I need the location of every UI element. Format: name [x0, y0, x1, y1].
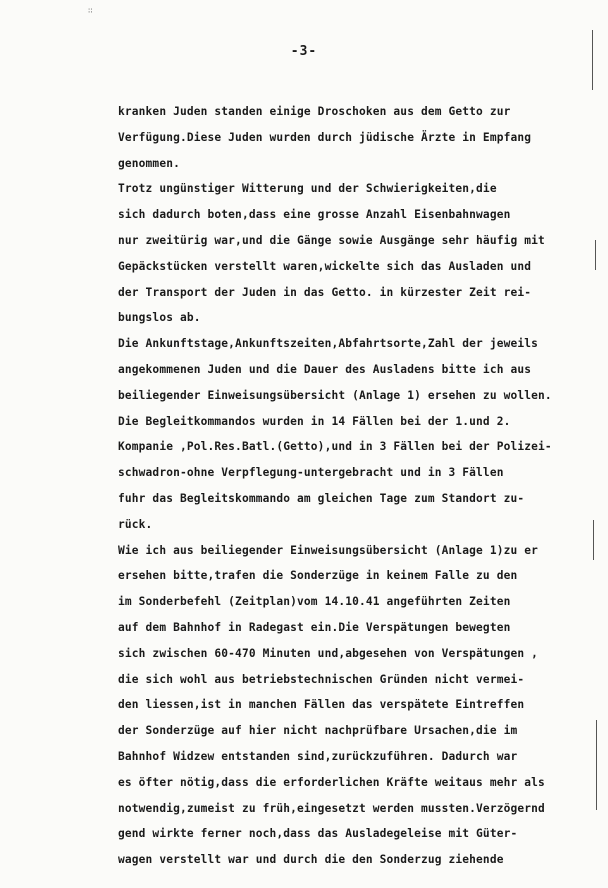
- text-line: Die Ankunftstage,Ankunftszeiten,Abfahrtsorte,Zahl der jeweils: [118, 337, 539, 351]
- text-line: beiliegender Einweisungsübersicht (Anlage 1) ersehen zu wollen.: [118, 388, 552, 402]
- text-line: wagen verstellt war und durch die den Sonderzug ziehende: [118, 853, 504, 867]
- text-line: genommen.: [118, 156, 180, 170]
- text-line: ersehen bitte,trafen die Sonderzüge in keinem Falle zu den: [118, 569, 518, 583]
- text-line: schwadron-ohne Verpflegung-untergebracht und in 3 Fällen: [118, 466, 504, 480]
- text-line: Gepäckstücken verstellt waren,wickelte sich das Ausladen und: [118, 259, 532, 273]
- text-line: kranken Juden standen einige Droschoken aus dem Getto zur: [118, 105, 511, 118]
- text-line: sich zwischen 60-470 Minuten und,abgesehen von Verspätungen ,: [118, 646, 539, 660]
- text-line: im Sonderbefehl (Zeitplan)vom 14.10.41 angeführten Zeiten: [118, 595, 511, 609]
- scan-artifact-marks: ∷: [88, 6, 93, 15]
- text-line: rück.: [118, 517, 153, 531]
- text-line: Trotz ungünstiger Witterung und der Schwierigkeiten,die: [118, 182, 497, 196]
- text-line: sich dadurch boten,dass eine grosse Anzahl Eisenbahnwagen: [118, 208, 511, 222]
- text-line: die sich wohl aus betriebstechnischen Gründen nicht vermei-: [118, 672, 525, 686]
- text-line: gend wirkte ferner noch,dass das Ausladegeleise mit Güter-: [118, 827, 518, 841]
- text-line: Kompanie ,Pol.Res.Batl.(Getto),und in 3 Fällen bei der Polizei-: [118, 440, 552, 454]
- text-line: auf dem Bahnhof in Radegast ein.Die Verspätungen bewegten: [118, 620, 511, 634]
- scan-edge-marks: [590, 20, 600, 880]
- text-line: es öfter nötig,dass die erforderlichen Kräfte weitaus mehr als: [118, 775, 545, 789]
- text-line: bungslos ab.: [118, 311, 201, 325]
- text-line: notwendig,zumeist zu früh,eingesetzt werden mussten.Verzögernd: [118, 801, 545, 815]
- text-line: nur zweitürig war,und die Gänge sowie Ausgänge sehr häufig mit: [118, 233, 545, 247]
- text-line: der Transport der Juden in das Getto. in kürzester Zeit rei-: [118, 285, 532, 299]
- text-line: Bahnhof Widzew entstanden sind,zurückzuführen. Dadurch war: [118, 749, 518, 763]
- document-text-body: [118, 99, 588, 873]
- text-line: Wie ich aus beiliegender Einweisungsübersicht (Anlage 1)zu er: [118, 543, 539, 557]
- text-line: der Sonderzüge auf hier nicht nachprüfbare Ursachen,die im: [118, 724, 518, 738]
- text-line: fuhr das Begleitskommando am gleichen Tage zum Standort zu-: [118, 491, 525, 505]
- text-line: den liessen,ist in manchen Fällen das verspätete Eintreffen: [118, 698, 525, 712]
- text-line: Die Begleitkommandos wurden in 14 Fällen bei der 1.und 2.: [118, 414, 511, 428]
- text-line: Verfügung.Diese Juden wurden durch jüdische Ärzte in Empfang: [118, 130, 532, 144]
- text-line: angekommenen Juden und die Dauer des Ausladens bitte ich aus: [118, 362, 532, 376]
- page-number: -3-: [290, 44, 318, 59]
